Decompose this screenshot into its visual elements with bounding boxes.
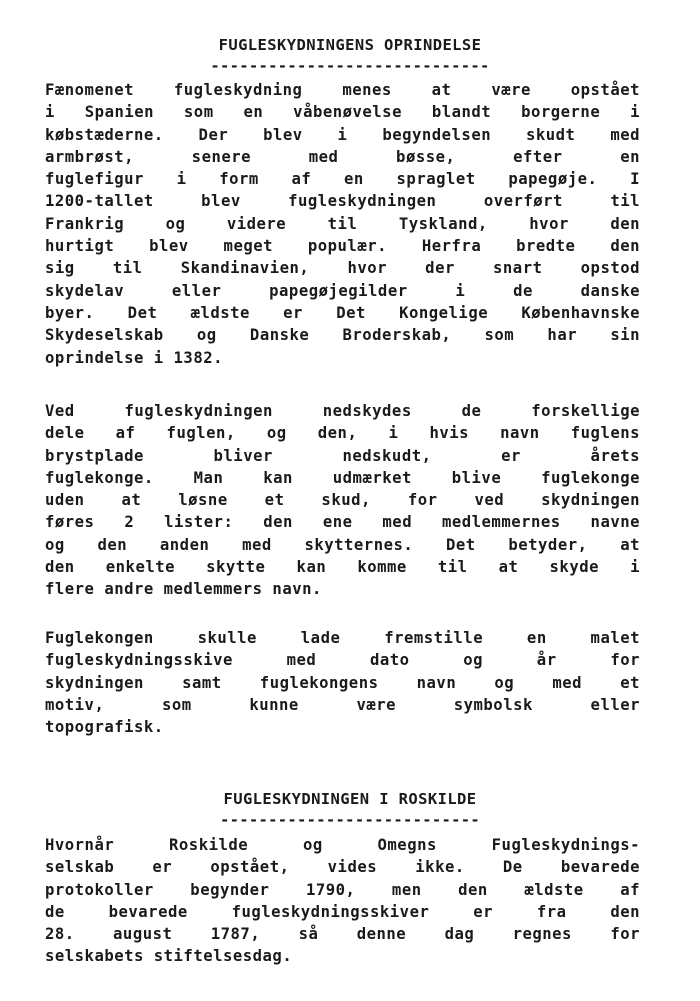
text-line: i Spanien som en våbenøvelse blandt borgerne i xyxy=(45,103,640,122)
paragraph xyxy=(45,79,640,369)
text-line: skydelav eller papegøjegilder i de danske xyxy=(45,281,640,300)
text-line: føres 2 lister: den ene med medlemmernes navne xyxy=(45,513,640,532)
text-line: Frankrig og videre til Tyskland, hvor den xyxy=(45,214,640,233)
text-line: hurtigt blev meget populær. Herfra bredte den xyxy=(45,237,640,256)
section-title-roskilde: FUGLESKYDNINGEN I ROSKILDE xyxy=(223,790,477,808)
text-line: protokoller begynder 1790, men den ældste af xyxy=(45,880,640,899)
paragraph xyxy=(45,627,640,738)
text-line: brystplade bliver nedskudt, er årets xyxy=(45,446,640,465)
text-line: 28. august 1787, så denne dag regnes for xyxy=(45,925,640,944)
text-line: Fuglekongen skulle lade fremstille en malet xyxy=(45,629,640,647)
text-line: oprindelse i 1382. xyxy=(45,348,223,367)
text-line: armbrøst, senere med bøsse, efter en xyxy=(45,147,640,166)
text-line: de bevarede fugleskydningsskiver er fra den xyxy=(45,902,640,921)
text-line: 1200-tallet blev fugleskydningen overført til xyxy=(45,192,640,211)
text-line: den enkelte skytte kan komme til at skyde i xyxy=(45,558,640,577)
text-line: motiv, som kunne være symbolsk eller xyxy=(45,695,640,714)
title-underline: ----------------------------- xyxy=(210,57,490,75)
paragraph xyxy=(45,834,640,968)
text-line: uden at løsne et skud, for ved skydningen xyxy=(45,491,640,510)
text-line: fuglekonge. Man kan udmærket blive fuglekonge xyxy=(45,468,640,487)
text-line: dele af fuglen, og den, i hvis navn fuglens xyxy=(45,424,640,443)
text-line: Hvornår Roskilde og Omegns Fugleskydnings- xyxy=(45,836,640,854)
text-line: fuglefigur i form af en spraglet papegøje. I xyxy=(45,170,640,189)
title-underline: --------------------------- xyxy=(219,811,481,829)
text-line: selskab er opstået, vides ikke. De bevarede xyxy=(45,858,640,877)
text-line: Fænomenet fugleskydning menes at være opstået xyxy=(45,81,640,99)
text-line: Ved fugleskydningen nedskydes de forskellige xyxy=(45,402,640,420)
text-line: skydningen samt fuglekongens navn og med et xyxy=(45,673,640,692)
text-line: købstæderne. Der blev i begyndelsen skudt med xyxy=(45,125,640,144)
text-line: Skydeselskab og Danske Broderskab, som har sin xyxy=(45,326,640,345)
text-line: topografisk. xyxy=(45,718,164,737)
paragraph xyxy=(45,400,640,601)
section-title-oprindelse: FUGLESKYDNINGENS OPRINDELSE xyxy=(218,36,482,54)
text-line: flere andre medlemmers navn. xyxy=(45,580,322,599)
text-line: selskabets stiftelsesdag. xyxy=(45,947,293,966)
text-line: byer. Det ældste er Det Kongelige Københavnske xyxy=(45,303,640,322)
text-line: fugleskydningsskive med dato og år for xyxy=(45,651,640,670)
text-line: sig til Skandinavien, hvor der snart opstod xyxy=(45,259,640,278)
text-line: og den anden med skytternes. Det betyder, at xyxy=(45,535,640,554)
